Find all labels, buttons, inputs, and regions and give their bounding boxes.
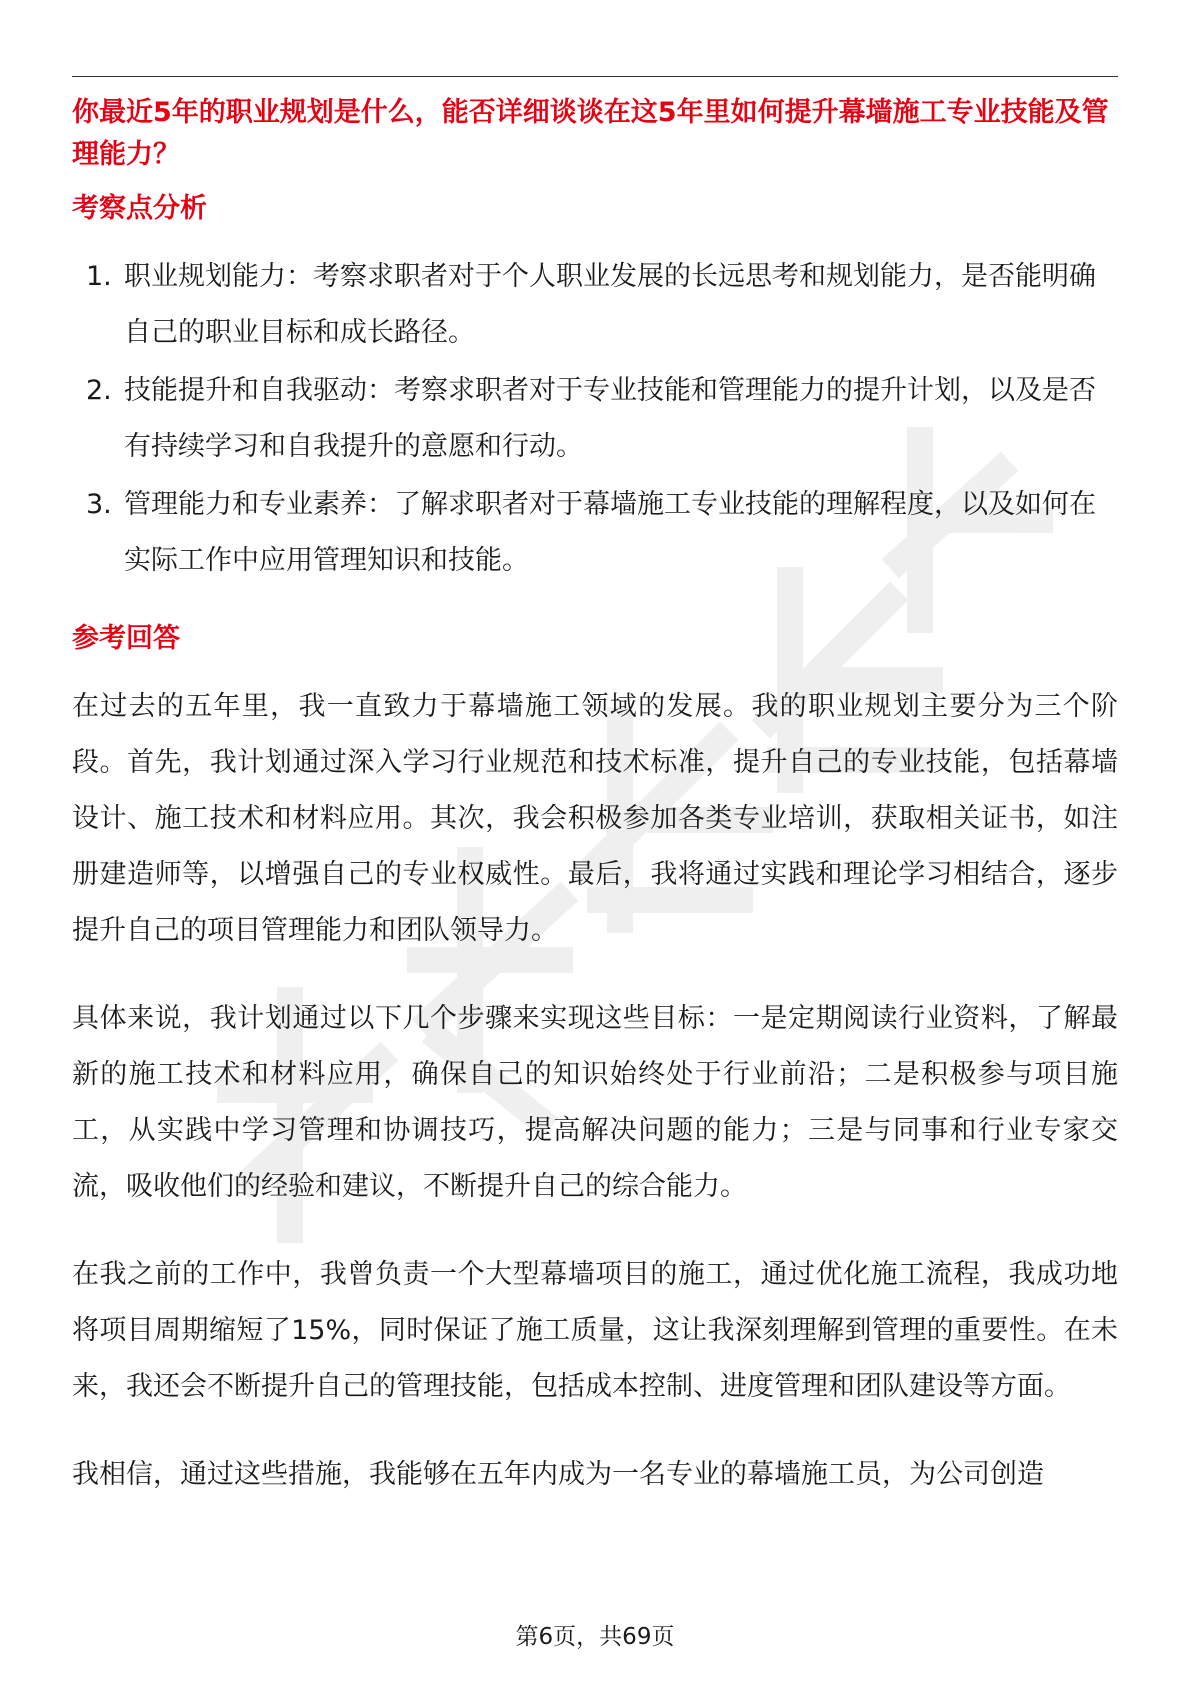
analysis-list xyxy=(72,249,1118,589)
answer-title: 参考回答 xyxy=(72,623,180,654)
answer-paragraph: 在我之前的工作中，我曾负责一个大型幕墙项目的施工，通过优化施工流程，我成功地将项目周期缩短了15%，同时保证了施工质量，这让我深刻理解到管理的重要性。在未来，我还会不断提升自己的管理技能，包括成本控制、进度管理和团队建设等方面。 xyxy=(72,1259,1118,1402)
list-item xyxy=(72,249,1118,361)
page-number: 第6页，共69页 xyxy=(515,1624,675,1650)
page-content xyxy=(72,92,1118,1535)
list-text: 技能提升和自我驱动：考察求职者对于专业技能和管理能力的提升计划，以及是否有持续学习和自我提升的意愿和行动。 xyxy=(124,375,1096,462)
answer-paragraph: 在过去的五年里，我一直致力于幕墙施工领域的发展。我的职业规划主要分为三个阶段。首先，我计划通过深入学习行业规范和技术标准，提升自己的专业技能，包括幕墙设计、施工技术和材料应用。其次，我会积极参加各类专业培训，获取相关证书，如注册建造师等，以增强自己的专业权威性。最后，我将通过实践和理论学习相结合，逐步提升自己的项目管理能力和团队领导力。 xyxy=(72,691,1118,946)
list-text: 管理能力和专业素养：了解求职者对于幕墙施工专业技能的理解程度，以及如何在实际工作中应用管理知识和技能。 xyxy=(124,489,1096,576)
answer-paragraph: 我相信，通过这些措施，我能够在五年内成为一名专业的幕墙施工员，为公司创造 xyxy=(72,1459,1044,1490)
header-rule xyxy=(72,76,1118,77)
question-heading: 你最近5年的职业规划是什么，能否详细谈谈在这5年里如何提升幕墙施工专业技能及管理能力？ xyxy=(72,97,1109,170)
list-item xyxy=(72,477,1118,589)
list-text: 职业规划能力：考察求职者对于个人职业发展的长远思考和规划能力，是否能明确自己的职业目标和成长路径。 xyxy=(124,261,1096,348)
answer-paragraph: 具体来说，我计划通过以下几个步骤来实现这些目标：一是定期阅读行业资料，了解最新的施工技术和材料应用，确保自己的知识始终处于行业前沿；二是积极参与项目施工，从实践中学习管理和协调技巧，提高解决问题的能力；三是与同事和行业专家交流，吸收他们的经验和建议，不断提升自己的综合能力。 xyxy=(72,1003,1118,1202)
list-number: 1. xyxy=(86,261,112,292)
list-number: 3. xyxy=(86,489,112,520)
list-number: 2. xyxy=(86,375,112,406)
list-item xyxy=(72,363,1118,475)
analysis-title: 考察点分析 xyxy=(72,193,207,224)
